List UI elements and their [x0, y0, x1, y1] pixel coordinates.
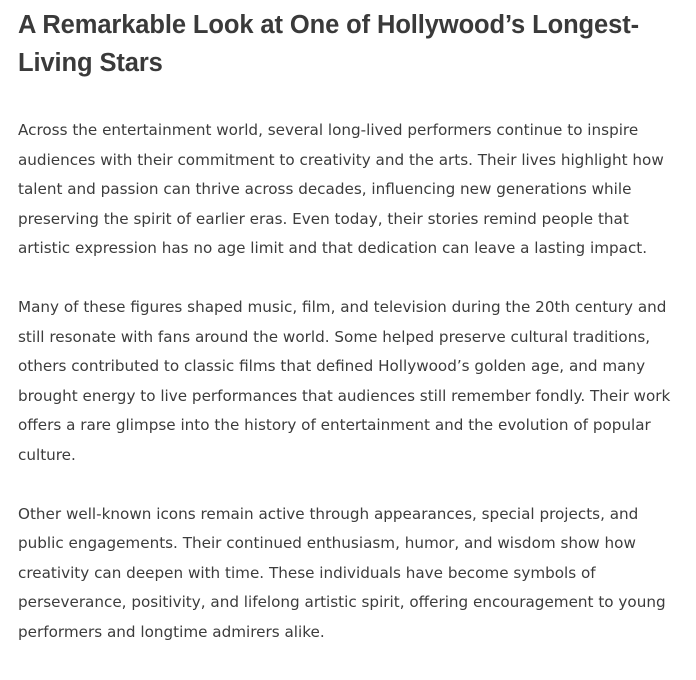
- article-paragraph-3: Other well-known icons remain active through appearances, special projects, and public engagements. Their continued enthusiasm, humor, and wisdom show how creativity can deepen with time. These individuals have become symbols of perseverance, positivity, and lifelong artistic spirit, offering encouragement to young performers and longtime admirers alike.: [18, 504, 666, 641]
- article-paragraph-2: Many of these figures shaped music, film, and television during the 20th century and still resonate with fans around the world. Some helped preserve cultural traditions, others contributed to classic films that defined Hollywood’s golden age, and many brought energy to live performances that audiences still remember fondly. Their work offers a rare glimpse into the history of entertainment and the evolution of popular culture.: [18, 297, 671, 464]
- article-paragraph-1: Across the entertainment world, several long-lived performers continue to inspire audiences with their commitment to creativity and the arts. Their lives highlight how talent and passion can thrive across decades, influencing new generations while preserving the spirit of earlier eras. Even today, their stories remind people that artistic expression has no age limit and that dedication can leave a lasting impact.: [18, 121, 664, 258]
- article: [18, 6, 682, 648]
- article-title: A Remarkable Look at One of Hollywood’s Longest-Living Stars: [18, 11, 639, 77]
